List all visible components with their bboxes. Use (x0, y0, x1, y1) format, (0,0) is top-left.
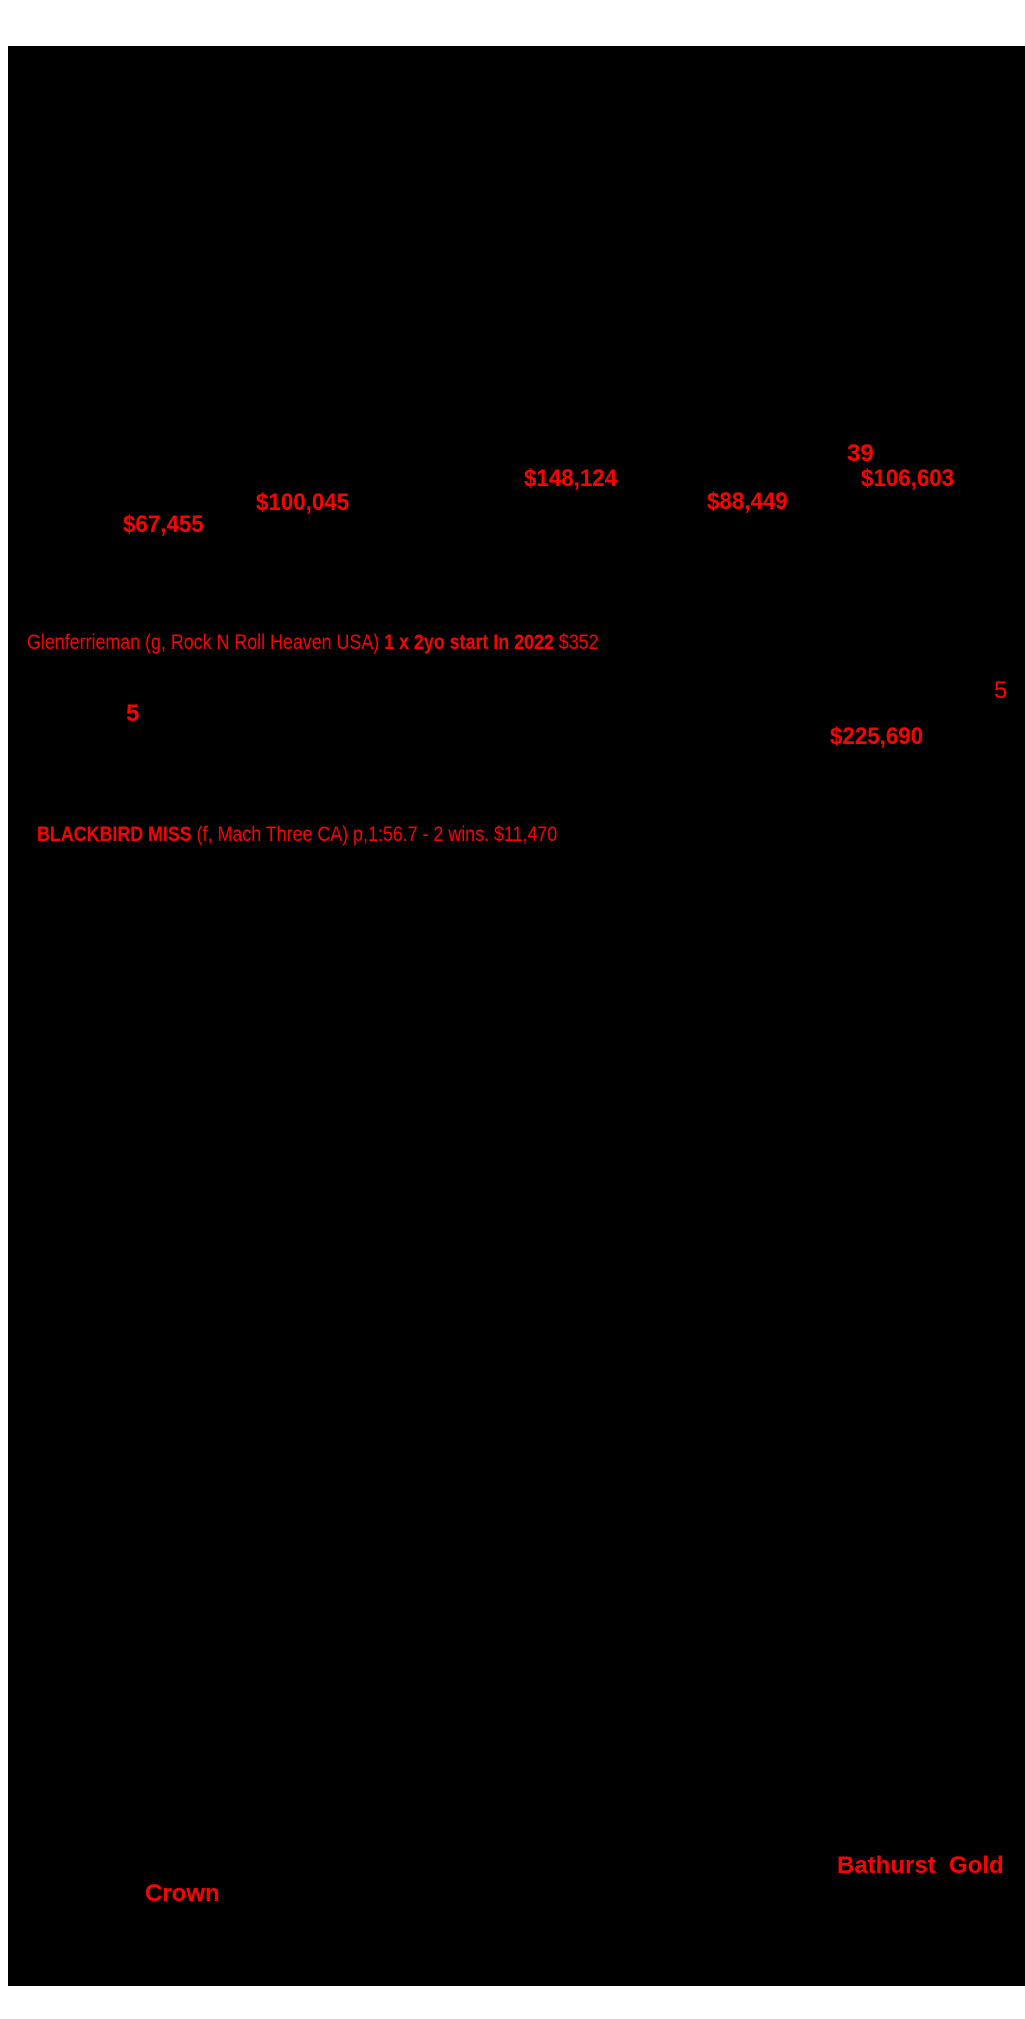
glenferrieman-name-and-breeding: Glenferrieman (g, Rock N Roll Heaven USA) (27, 631, 385, 654)
highlight-number-5-left: 5 (126, 700, 140, 727)
highlight-earnings-106603: $106,603 (861, 465, 955, 492)
glenferrieman-earnings: $352 (553, 631, 599, 654)
pedigree-line-blackbird-miss (37, 824, 557, 845)
highlight-number-5-right: 5 (994, 677, 1008, 704)
highlight-number-39: 39 (847, 440, 874, 467)
race-name-crown: Crown (145, 1880, 220, 1907)
blackbird-miss-record: (f, Mach Three CA) p,1:56.7 - 2 wins. $11,470 (191, 823, 558, 846)
pedigree-line-glenferrieman (27, 632, 598, 653)
highlight-earnings-67455: $67,455 (123, 511, 204, 538)
blackbird-miss-name: BLACKBIRD MISS (37, 823, 192, 846)
highlight-earnings-225690: $225,690 (830, 723, 924, 750)
highlight-earnings-100045: $100,045 (256, 489, 350, 516)
highlight-earnings-88449: $88,449 (707, 488, 788, 515)
scanned-page-black-area (8, 46, 1025, 1986)
glenferrieman-2yo-start-note: 1 x 2yo start In 2022 (384, 631, 554, 654)
highlight-earnings-148124: $148,124 (524, 465, 618, 492)
race-name-bathurst-gold: Bathurst Gold (837, 1852, 1004, 1879)
